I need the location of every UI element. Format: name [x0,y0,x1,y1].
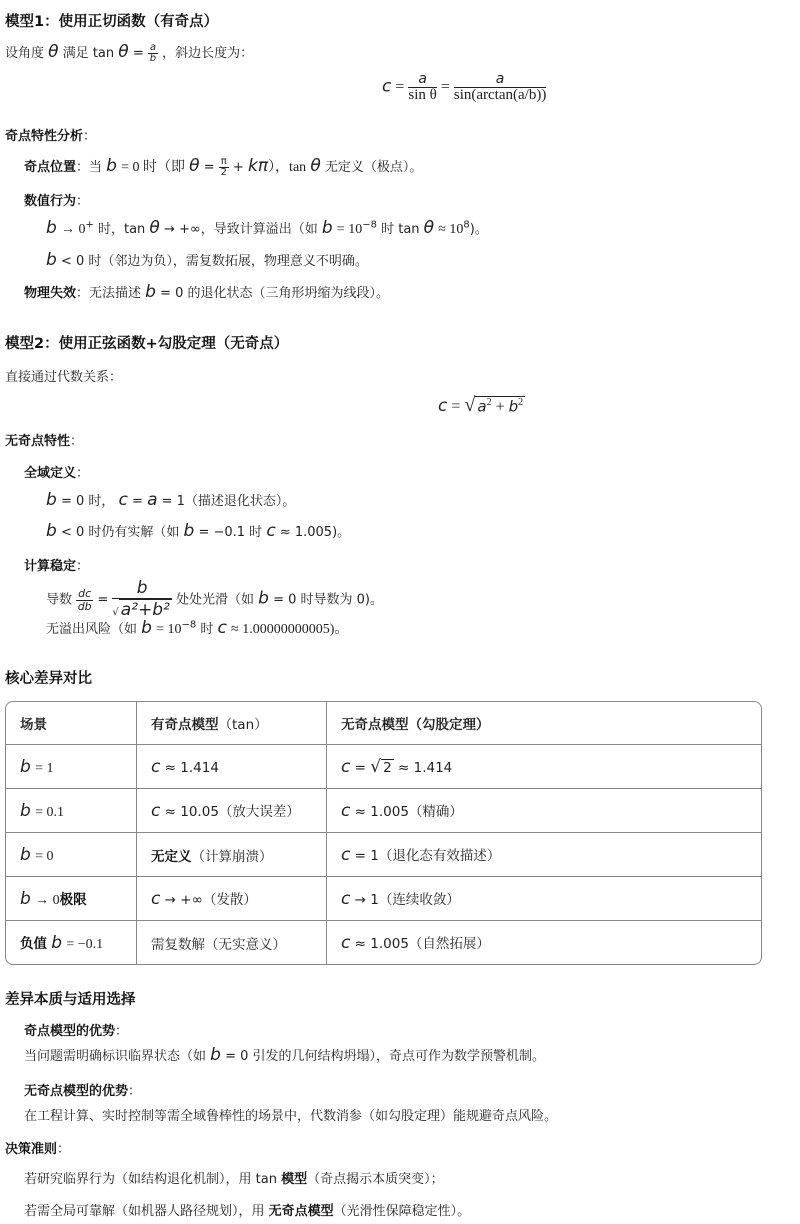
numeric-line-1: b → 0+ 时，tan θ → +∞，导致计算溢出（如 $b = 10^{-8}$ 时 $\tan \theta \approx 10^8$)。 [46,218,488,238]
intro-text: 设角度 [5,46,45,61]
comparison-table [5,701,762,965]
sqrt-symbol: √ [464,394,476,416]
header-singular: 有奇点模型（tan） [137,702,327,745]
cell-scenario: b = 0 [6,833,137,877]
theta-var: θ [118,42,129,62]
cell-nonsingular: c ≈ 1.005（精确） [327,789,761,833]
table-row [6,789,761,833]
essence-title: 差异本质与适用选择 [5,992,136,1008]
header-scenario: 场景 [6,702,137,745]
model1-intro [5,42,253,65]
table-row [6,877,761,921]
sqrt-body: $a^2 + b^2$ [477,396,524,415]
table-row [6,921,761,964]
theta-var: θ [48,42,59,62]
pi-over-2-fraction: $\frac{\pi}{2}$ [220,155,227,178]
model1-formula: c = $\frac{a}{\text{sin θ}}$ = $\frac{a}{\sin(\arctan(a/b))}$ [382,71,547,103]
cell-nonsingular: c ≈ 1.005（自然拓展） [341,933,490,953]
cell-scenario: 负值 b = −0.1 [6,921,137,964]
adv2-heading: 无奇点模型的优势： [24,1084,142,1099]
cell-nonsingular: c = 1（退化态有效描述） [327,833,761,877]
model2-title: 模型2：使用正弦函数+勾股定理（无奇点） [5,336,289,352]
adv2-text: 在工程计算、实时控制等需全域鲁棒性的场景中，代数消参（如勾股定理）能规避奇点风险。 [24,1109,558,1124]
singularity-position: 奇点位置：当 b = 0 时（即 θ = $\frac{\pi}{2}$ + kπ），tan θ 无定义（极点）。 [24,155,423,178]
global-line-1: b = 0 时， c = a = 1（描述退化状态）。 [46,490,296,510]
adv1-heading: 奇点模型的优势： [24,1024,129,1039]
cell-singular: c ≈ 1.414 [137,745,327,789]
cell-scenario: b = 0.1 [6,789,137,833]
stable-line-1: 导数 $\frac{dc}{db}$ = $\frac{b}{\text{√ a²+b²}}$ 处处光滑（如 b = 0 时导数为 0)。 [46,578,383,620]
cell-singular: 无定义（计算崩溃） [137,833,327,877]
cell-nonsingular: c = √ 2 ≈ 1.414 [327,745,761,789]
stable-heading: 计算稳定： [24,559,90,574]
c-var: c [382,76,392,97]
table-header-row [6,702,761,745]
rule-heading: 决策准则： [5,1142,71,1157]
model2-intro: 直接通过代数关系： [5,370,123,385]
global-line-2: b < 0 时仍有实解（如 b = −0.1 时 c ≈ 1.005)。 [46,521,351,541]
intro-text: ，斜边长度为： [162,46,254,61]
physical-failure: 物理失效：无法描述 b = 0 的退化状态（三角形坍缩为线段）。 [24,282,390,302]
header-nonsingular: 无奇点模型（勾股定理） [327,702,761,745]
derivative-fraction: $\frac{b}{\text{√ a²+b²}}$ [112,578,170,620]
stable-line-2: 无溢出风险（如 $b = 10^{-8}$ 时 c ≈ 1.00000000005)。 [46,618,349,638]
cell-singular: c → +∞（发散） [137,877,327,921]
rule-line-1: 若研究临界行为（如结构退化机制），用 tan 模型（奇点揭示本质突变）； [24,1172,444,1187]
table-row [6,833,761,877]
numeric-line-2: b < 0 时（邻边为负），需复数拓展，物理意义不明确。 [46,250,368,270]
rule-line-2: 若需全局可靠解（如机器人路径规划），用 无奇点模型（光滑性保障稳定性）。 [24,1204,471,1219]
cell-scenario: b → 0极限 [6,877,137,921]
numeric-heading: 数值行为： [24,194,90,209]
intro-text: 满足 tan [62,46,115,61]
global-heading: 全域定义： [24,466,90,481]
cell-nonsingular: c → 1（连续收敛） [327,877,761,921]
cell-singular: c ≈ 10.05（放大误差） [137,789,327,833]
dc-db-fraction: $\frac{dc}{db}$ [77,587,92,613]
a-over-b-fraction: $\frac{a}{b}$ [149,41,157,64]
feature-heading: 无奇点特性： [5,434,84,449]
intro-eq: = [132,46,144,61]
formula-fraction-2: $\frac{a}{\sin(\arctan(a/b))}$ [453,71,547,103]
cell-singular: 需复数解（无实意义） [137,921,327,964]
model2-formula: c = √ $a^2 + b^2$ [438,394,524,416]
adv1-text: 当问题需明确标识临界状态（如 b = 0 引发的几何结构坍塌），奇点可作为数学预警机制。 [24,1045,546,1065]
table-row [6,745,761,789]
cell-scenario: b = 1 [6,745,137,789]
model1-title: 模型1：使用正切函数（有奇点） [5,14,219,30]
formula-fraction-1: $\frac{a}{\text{sin θ}}$ [408,71,437,103]
analysis-heading: 奇点特性分析： [5,129,97,144]
compare-title: 核心差异对比 [5,671,92,687]
